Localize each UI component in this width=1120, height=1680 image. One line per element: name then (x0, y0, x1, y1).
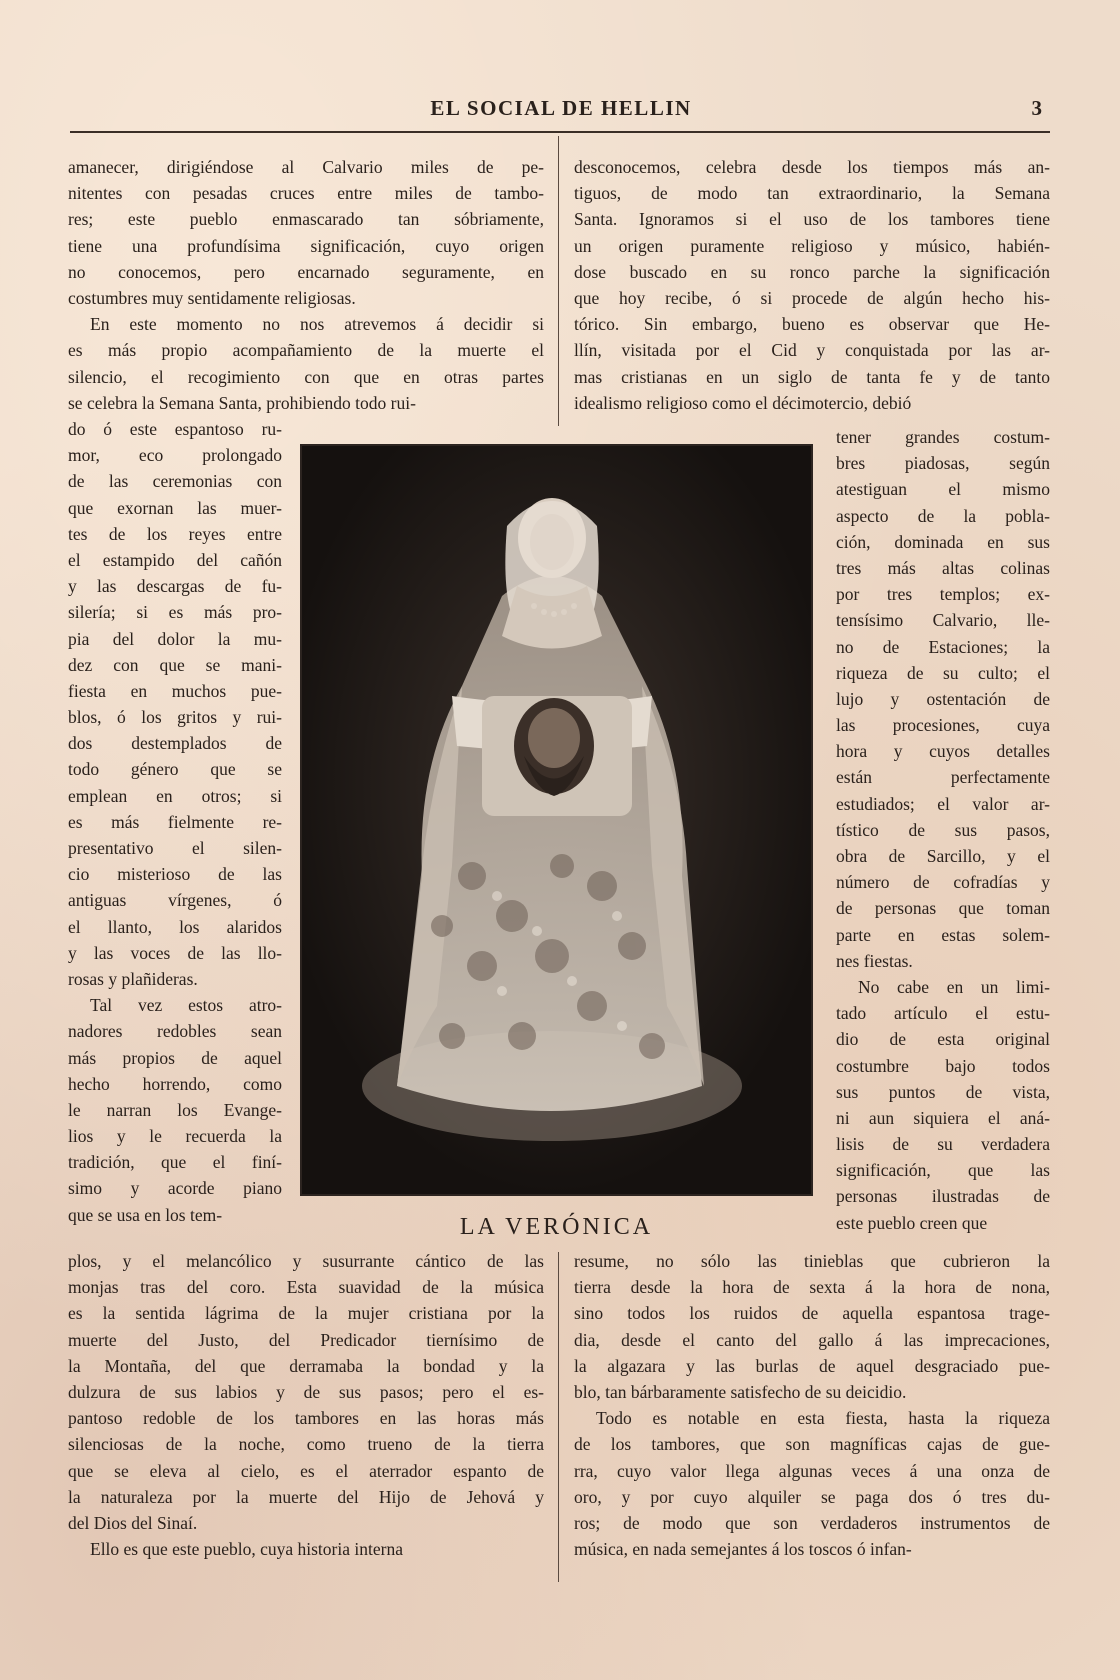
text-line: Santa. Ignoramos si el uso de los tambores tiene (574, 209, 1050, 230)
text-line: tes de los reyes entre (68, 523, 282, 544)
text-line: mas cristianas en un siglo de tanta fe y de tanto (574, 366, 1050, 387)
text-line: un origen puramente religioso y músico, habién- (574, 235, 1050, 256)
text-line: el llanto, los alaridos (68, 916, 282, 937)
column-2-bottom-text (574, 1248, 1050, 1562)
text-line: personas ilustradas de (836, 1186, 1050, 1207)
text-line: que se usa en los tem- (68, 1204, 223, 1225)
text-line: parte en estas solem- (836, 924, 1050, 945)
column-1-narrow-text (68, 416, 282, 1228)
text-line: rosas y plañideras. (68, 968, 198, 989)
text-line: del Dios del Sinaí. (68, 1512, 198, 1533)
text-line: simo y acorde piano (68, 1178, 282, 1199)
text-line: tensísimo Calvario, lle- (836, 610, 1050, 631)
text-line: tiguos, de modo tan extraordinario, la Semana (574, 183, 1050, 204)
text-line: de las ceremonias con (68, 471, 282, 492)
text-line: resume, no sólo las tinieblas que cubrieron la (574, 1251, 1050, 1271)
text-line: rra, cuyo valor llega algunas veces á una onza de (574, 1460, 1050, 1481)
text-line: la naturaleza por la muerte del Hijo de Jehová y (68, 1486, 544, 1507)
text-line: Ello es que este pueblo, cuya historia interna (90, 1539, 403, 1560)
page-number: 3 (1031, 96, 1042, 120)
text-line: No cabe en un limi- (858, 976, 1050, 997)
text-line: costumbre bajo todos (836, 1055, 1050, 1076)
text-line: no conocemos, pero encarnado seguramente, en (68, 261, 544, 282)
text-line: dulzura de sus labios y de sus pasos; pero el es- (68, 1381, 544, 1402)
text-line: la algazara y las burlas de aquel desgraciado pue- (574, 1355, 1050, 1376)
text-line: plos, y el melancólico y susurrante cántico de las (68, 1251, 544, 1271)
text-line: tiene una profundísima significación, cuyo origen (68, 235, 544, 256)
text-line: lios y le recuerda la (68, 1126, 282, 1147)
text-line: cio misterioso de las (68, 864, 282, 885)
text-line: oro, y por cuyo alquiler se paga dos ó tres du- (574, 1486, 1050, 1507)
header-rule (70, 131, 1050, 133)
text-line: que se eleva al cielo, es el aterrador espanto de (68, 1460, 544, 1481)
text-line: música, en nada semejantes á los toscos ó infan- (574, 1539, 912, 1560)
column-2-top-text (574, 154, 1050, 416)
text-line: presentativo el silen- (68, 838, 282, 858)
text-line: no de Estaciones; la (836, 636, 1050, 657)
text-line: costumbres muy sentidamente religiosas. (68, 287, 356, 308)
text-line: amanecer, dirigiéndose al Calvario miles de pe- (68, 157, 544, 177)
text-line: bres piadosas, según (836, 453, 1050, 474)
veronica-figure-illustration (302, 446, 811, 1194)
photo-caption: LA VERÓNICA (459, 1214, 654, 1240)
text-line: antiguas vírgenes, ó (68, 890, 282, 911)
text-line: desconocemos, celebra desde los tiempos más an- (574, 157, 1050, 177)
text-line: de los tambores, que son magníficas cajas de gue- (574, 1434, 1050, 1455)
text-line: de personas que toman (836, 898, 1050, 919)
text-line: tradición, que el finí- (68, 1152, 282, 1173)
text-line: Todo es notable en esta fiesta, hasta la riqueza (596, 1408, 1050, 1429)
text-line: el estampido del cañón (68, 549, 282, 570)
column-1-bottom-text (68, 1248, 544, 1562)
text-line: tres más altas colinas (836, 557, 1050, 578)
column-rule-top (558, 136, 559, 426)
text-line: ros; de modo que son verdaderos instrumentos de (574, 1512, 1050, 1533)
text-line: por tres templos; ex- (836, 584, 1050, 605)
text-line: y las voces de las llo- (68, 942, 282, 963)
text-line: mor, eco prolongado (68, 445, 282, 466)
text-line: dia, desde el canto del gallo á las imprecaciones, (574, 1329, 1050, 1350)
text-line: que exornan las muer- (68, 497, 282, 518)
text-line: pantoso redoble de los tambores en las horas más (68, 1408, 544, 1429)
text-line: ción, dominada en sus (836, 531, 1050, 552)
text-line: emplean en otros; si (68, 785, 282, 806)
text-line: atestiguan el mismo (836, 479, 1050, 500)
text-line: sino todos los ruidos de aquella espantosa trage- (574, 1303, 1050, 1324)
text-line: tado artículo el estu- (836, 1003, 1050, 1024)
text-line: muerte del Justo, del Predicador tiernísimo de (68, 1329, 544, 1350)
column-rule-bottom (558, 1252, 559, 1582)
text-line: silenciosas de la noche, como trueno de la tierra (68, 1434, 544, 1455)
text-line: es más fielmente re- (68, 811, 282, 832)
text-line: la Montaña, del que derramaba la bondad y la (68, 1355, 544, 1376)
text-line: blo, tan bárbaramente satisfecho de su deicidio. (574, 1381, 907, 1402)
text-line: significación, que las (836, 1160, 1050, 1181)
text-line: se celebra la Semana Santa, prohibiendo todo rui- (68, 392, 416, 413)
text-line: nes fiestas. (836, 950, 913, 971)
text-line: fiesta en muchos pue- (68, 680, 282, 701)
text-line: este pueblo creen que (836, 1212, 988, 1233)
text-line: dos destemplados de (68, 733, 282, 754)
text-line: todo género que se (68, 759, 282, 780)
text-line: res; este pueblo enmascarado tan sóbriamente, (68, 209, 544, 230)
veronica-photograph (300, 444, 813, 1196)
text-line: llín, visitada por el Cid y conquistada por las ar- (574, 340, 1050, 361)
text-line: nadores redobles sean (68, 1021, 282, 1042)
text-line: es la sentida lágrima de la mujer cristiana por la (68, 1303, 544, 1324)
text-line: estudiados; el valor ar- (836, 793, 1050, 814)
text-line: do ó este espantoso ru- (68, 419, 282, 439)
text-line: riqueza de su culto; el (836, 662, 1050, 683)
text-line: más propios de aquel (68, 1047, 282, 1068)
text-line: tórico. Sin embargo, bueno es observar que He- (574, 314, 1050, 335)
newspaper-title: EL SOCIAL DE HELLIN (430, 96, 692, 120)
text-line: le narran los Evange- (68, 1099, 282, 1120)
text-line: es más propio acompañamiento de la muerte el (68, 340, 544, 361)
text-line: monjas tras del coro. Esta suavidad de la música (68, 1277, 544, 1298)
text-line: las procesiones, cuya (836, 715, 1050, 736)
text-line: dose buscado en su ronco parche la significación (574, 261, 1050, 282)
text-line: obra de Sarcillo, y el (836, 846, 1050, 866)
text-line: lujo y ostentación de (836, 688, 1050, 709)
text-line: hecho horrendo, como (68, 1073, 282, 1094)
page-header (72, 96, 1050, 126)
text-line: que hoy recibe, ó si procede de algún hecho his- (574, 287, 1050, 308)
text-line: aspecto de la pobla- (836, 505, 1050, 526)
text-line: silería; si es más pro- (68, 602, 282, 623)
text-line: dez con que se mani- (68, 654, 282, 675)
text-line: Tal vez estos atro- (90, 995, 282, 1016)
text-line: En este momento no nos atrevemos á decidir si (90, 314, 544, 335)
text-line: y las descargas de fu- (68, 576, 282, 597)
text-line: ni aun siquiera el aná- (836, 1107, 1050, 1128)
text-line: tener grandes costum- (836, 427, 1050, 447)
text-line: tístico de sus pasos, (836, 819, 1050, 840)
text-line: sus puntos de vista, (836, 1081, 1050, 1102)
text-line: blos, ó los gritos y rui- (68, 707, 282, 728)
column-2-narrow-text (836, 424, 1050, 1236)
column-1-top-text (68, 154, 544, 416)
text-line: dio de esta original (836, 1029, 1050, 1050)
text-line: lisis de su verdadera (836, 1134, 1050, 1155)
text-line: número de cofradías y (836, 872, 1050, 893)
text-line: están perfectamente (836, 767, 1050, 788)
text-line: silencio, el recogimiento con que en otras partes (68, 366, 544, 387)
text-line: idealismo religioso como el décimotercio, debió (574, 392, 912, 413)
text-line: nitentes con pesadas cruces entre miles de tambo- (68, 183, 544, 204)
text-line: pia del dolor la mu- (68, 628, 282, 649)
text-line: hora y cuyos detalles (836, 741, 1050, 762)
text-line: tierra desde la hora de sexta á la hora de nona, (574, 1277, 1050, 1298)
